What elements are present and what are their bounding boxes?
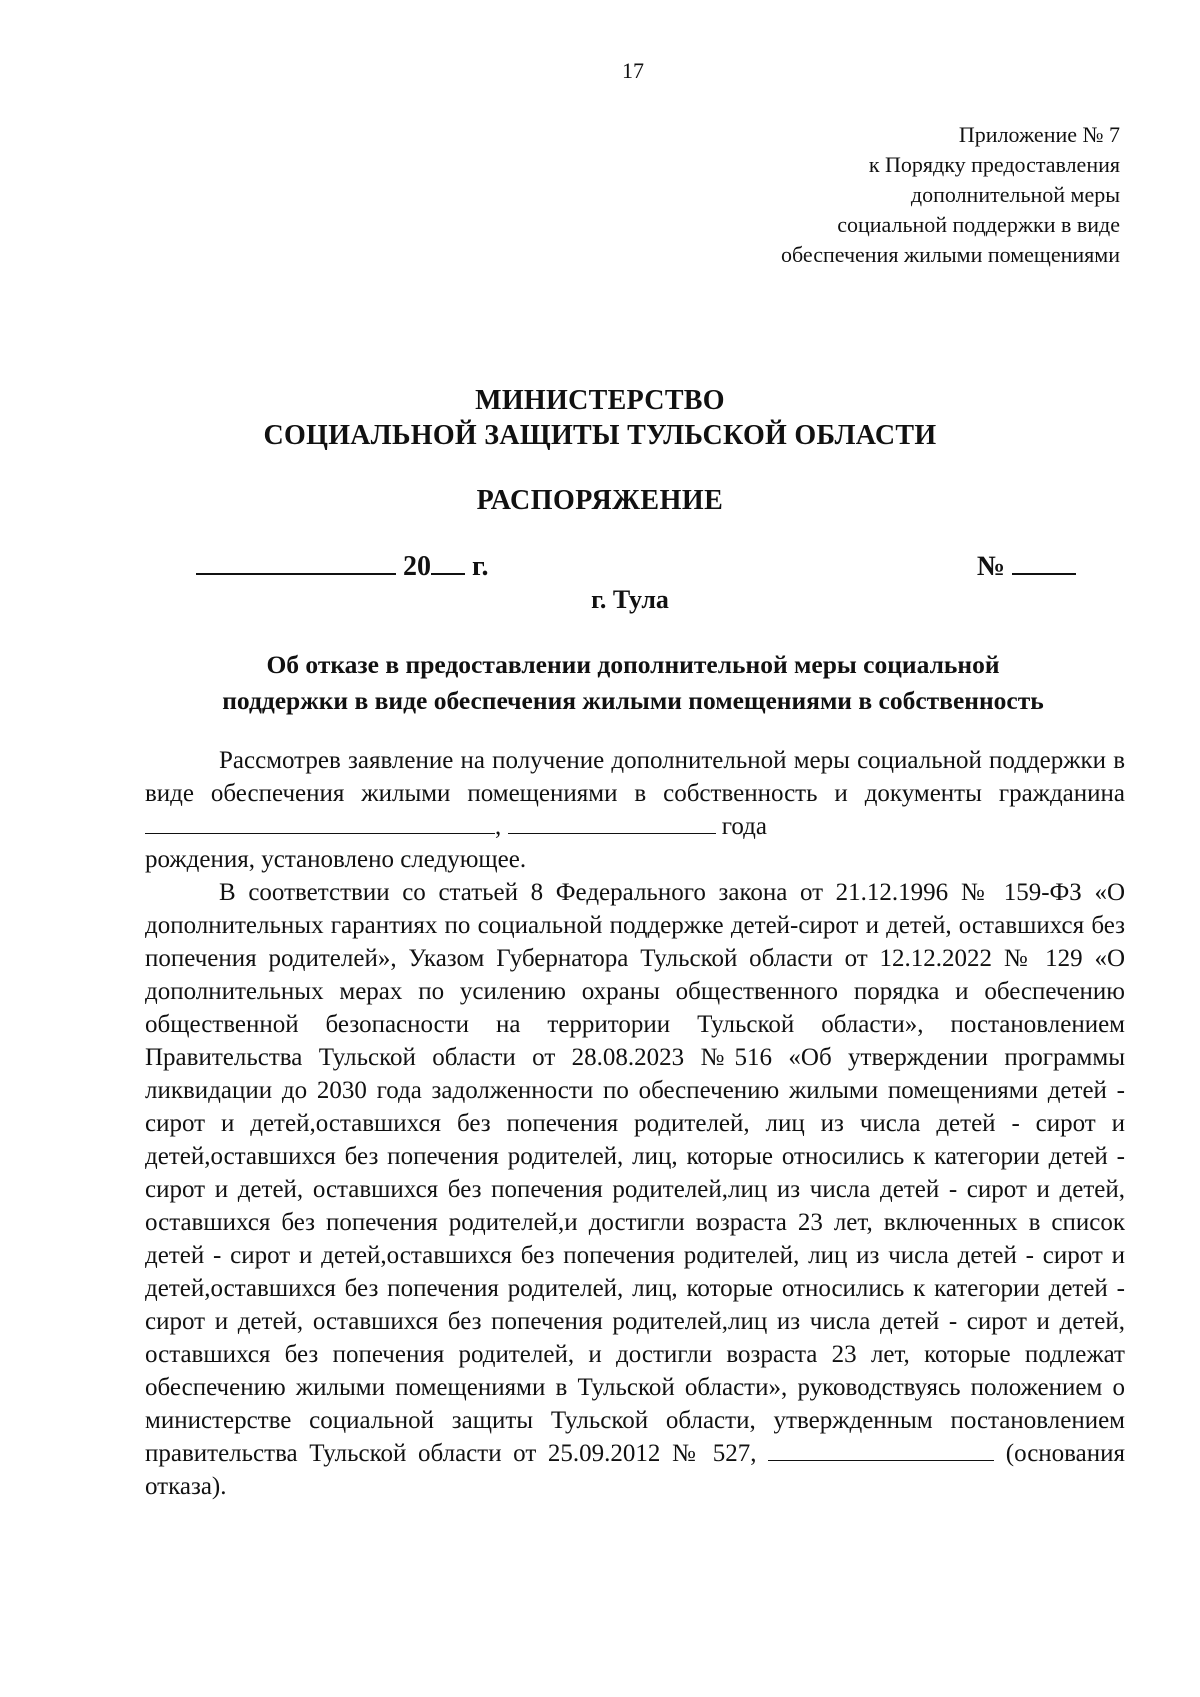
paragraph-2 (145, 876, 1125, 1503)
body-text (145, 744, 1125, 1503)
paragraph-1-end: рождения, установлено следующее. (145, 846, 527, 873)
paragraph-1-text: Рассмотрев заявление на получение дополнительной меры социальной поддержки в виде обеспечения жилыми помещениями в собственность и документы гражданина (145, 747, 1125, 807)
number-field (977, 551, 1076, 583)
paragraph-2-tail: (основания отказа). (145, 1440, 1126, 1500)
appendix-block (781, 120, 1120, 270)
order-title: РАСПОРЯЖЕНИЕ (476, 485, 724, 516)
appendix-line: обеспечения жилыми помещениями (780, 242, 1120, 267)
date-blank (196, 572, 396, 575)
city: г. Тула (591, 585, 669, 614)
page-number: 17 (622, 58, 644, 83)
appendix-line: дополнительной меры (910, 182, 1120, 207)
appendix-line: к Порядку предоставления (868, 152, 1120, 177)
ministry-heading (0, 383, 1200, 453)
ministry-line: МИНИСТЕРСТВО (475, 385, 725, 416)
date-field (196, 551, 489, 583)
subject-line: Об отказе в предоставлении дополнительной меры социальной (266, 650, 1000, 679)
comma: , (495, 813, 502, 840)
number-blank (1012, 572, 1076, 575)
refusal-reason-blank (768, 1459, 994, 1461)
citizen-name-blank (145, 832, 495, 834)
paragraph-1 (145, 744, 1125, 843)
year-suffix: г. (465, 551, 489, 582)
subject-line: поддержки в виде обеспечения жилыми помещениями в собственность (222, 686, 1044, 715)
birth-year-blank (508, 832, 716, 834)
subject-heading (0, 647, 1200, 719)
appendix-line: Приложение № 7 (958, 122, 1120, 147)
year-prefix: 20 (403, 551, 431, 582)
date-row (196, 551, 1076, 587)
ministry-line: СОЦИАЛЬНОЙ ЗАЩИТЫ ТУЛЬСКОЙ ОБЛАСТИ (263, 420, 937, 451)
number-label: № (976, 551, 1005, 582)
paragraph-2-text: В соответствии со статьей 8 Федерального закона от 21.12.1996 № 159-ФЗ «О дополнительных гарантиях по социальной поддержке детей-сирот и детей, оставшихся без попечения родителей», Указом Губернатора Тульской области от 12.12.2022 № 129 «О дополнительных мерах по усилению охраны общественного порядка и обеспечению общественной безопасности на территории Тульской области», постановлением Правительства Тульской области от 28.08.2023 №516 «Об утверждении программы ликвидации до 2030 года задолженности по обеспечению жилыми помещениями детей - сирот и детей,оставшихся без попечения родителей, лиц из числа детей - сирот и детей,оставшихся без попечения родителей, лиц, которые относились к категории детей - сирот и детей, оставшихся без попечения родителей,лиц из числа детей - сирот и детей, оставшихся без попечения родителей,и достигли возраста 23 лет, включенных в список детей - сирот и детей,оставшихся без попечения родителей, лиц из числа детей - сирот и детей,оставшихся без попечения родителей, лиц, которые относились к категории детей - сирот и детей, оставшихся без попечения родителей,лиц из числа детей - сирот и детей, оставшихся без попечения родителей, и достигли возраста 23 лет, которые подлежат обеспечению жилыми помещениями в Тульской области», руководствуясь положением о министерстве социальной защиты Тульской области, утвержденным постановлением правительства Тульской области от 25.09.2012 № 527, (145, 879, 1125, 1467)
appendix-line: социальной поддержки в виде (837, 212, 1120, 237)
year-word: года (721, 813, 767, 840)
year-blank (431, 572, 465, 575)
